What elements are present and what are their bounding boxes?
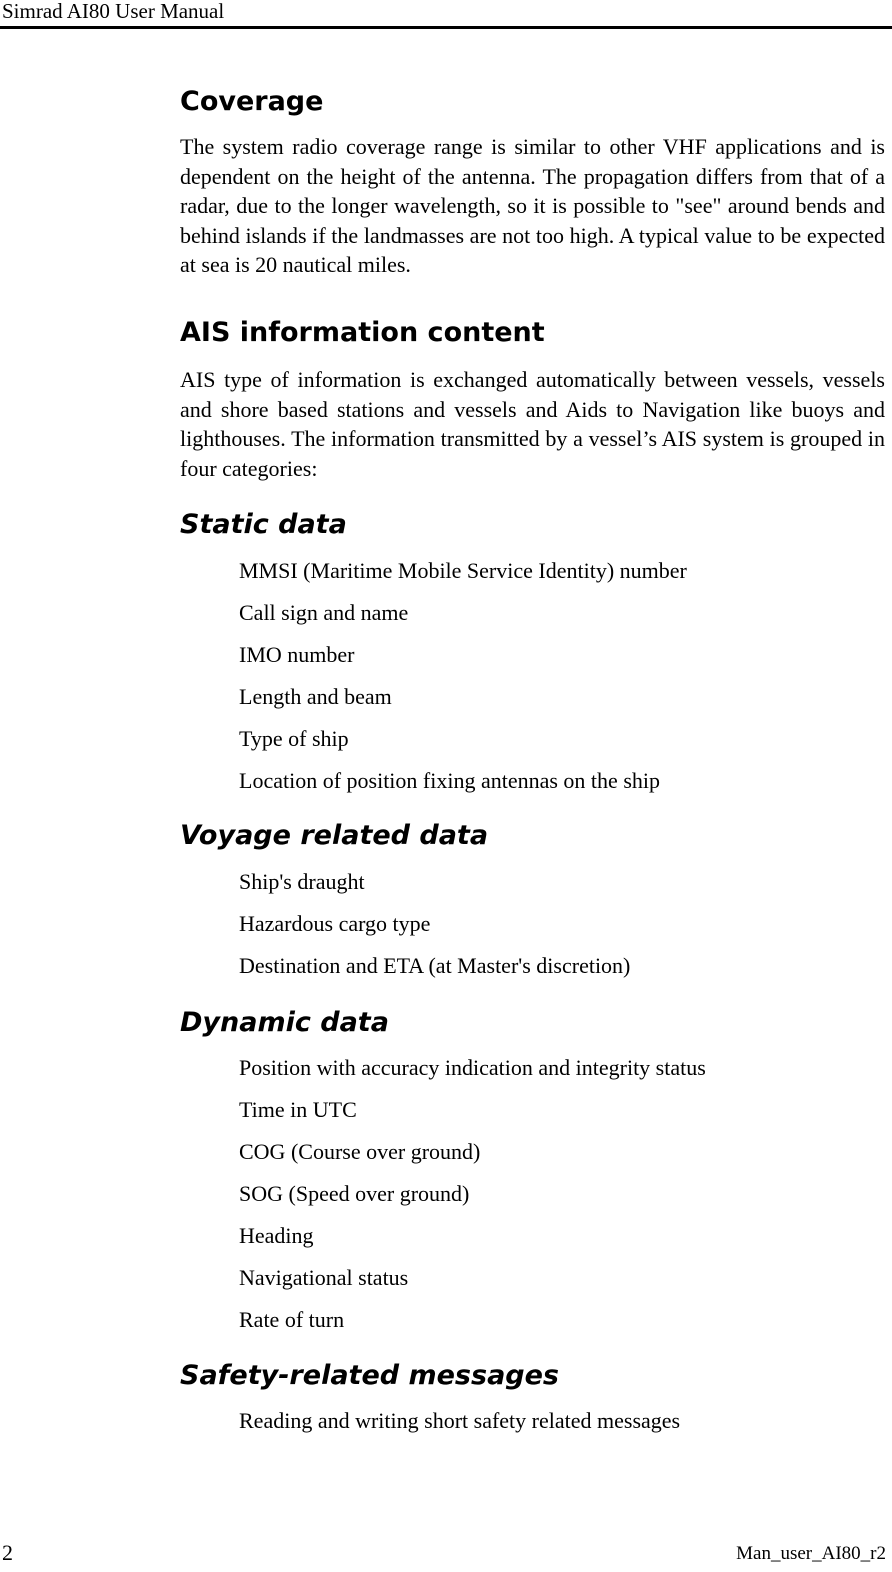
list-item: Location of position fixing antennas on the ship (239, 768, 660, 793)
list-item: Ship's draught (239, 869, 365, 894)
header-title: Simrad AI80 User Manual (2, 0, 225, 23)
list-item: Reading and writing short safety related messages (239, 1408, 681, 1433)
list-item: COG (Course over ground) (239, 1139, 481, 1164)
safety-messages-list (239, 1400, 680, 1442)
page-number: 2 (2, 1540, 13, 1565)
list-item: Type of ship (239, 726, 349, 751)
list-item: Length and beam (239, 684, 392, 709)
list-item: Navigational status (239, 1265, 409, 1290)
list-item: Hazardous cargo type (239, 911, 431, 936)
coverage-heading: Coverage (180, 86, 324, 117)
dynamic-data-heading: Dynamic data (180, 1007, 389, 1038)
coverage-paragraph: The system radio coverage range is similar to other VHF applications and is dependent on the height of the antenna. The propagation differs from that of a radar, due to the longer wavelength, so it is possible to "see" around bends and behind islands if the landmasses are not too high. A typical value to be expected at sea is 20 nautical miles. (180, 134, 885, 277)
voyage-data-list (239, 861, 630, 987)
list-item: Destination and ETA (at Master's discretion) (239, 953, 631, 978)
static-data-heading: Static data (180, 509, 347, 540)
list-item: MMSI (Maritime Mobile Service Identity) number (239, 558, 687, 583)
list-item: IMO number (239, 642, 355, 667)
list-item: SOG (Speed over ground) (239, 1181, 470, 1206)
voyage-data-heading: Voyage related data (180, 820, 489, 851)
list-item: Rate of turn (239, 1307, 345, 1332)
safety-messages-heading: Safety-related messages (180, 1360, 560, 1391)
ais-paragraph: AIS type of information is exchanged automatically between vessels, vessels and shore based stations and vessels and Aids to Navigation like buoys and lighthouses. The information transmitted by a vessel’s AIS system is grouped in four categories: (180, 367, 885, 481)
document-id: Man_user_AI80_r2 (736, 1543, 886, 1564)
list-item: Call sign and name (239, 600, 409, 625)
static-data-list (239, 550, 687, 802)
dynamic-data-list (239, 1047, 706, 1341)
list-item: Position with accuracy indication and integrity status (239, 1055, 706, 1080)
list-item: Time in UTC (239, 1097, 357, 1122)
ais-heading: AIS information content (180, 317, 545, 348)
list-item: Heading (239, 1223, 314, 1248)
page-header (0, 0, 892, 29)
